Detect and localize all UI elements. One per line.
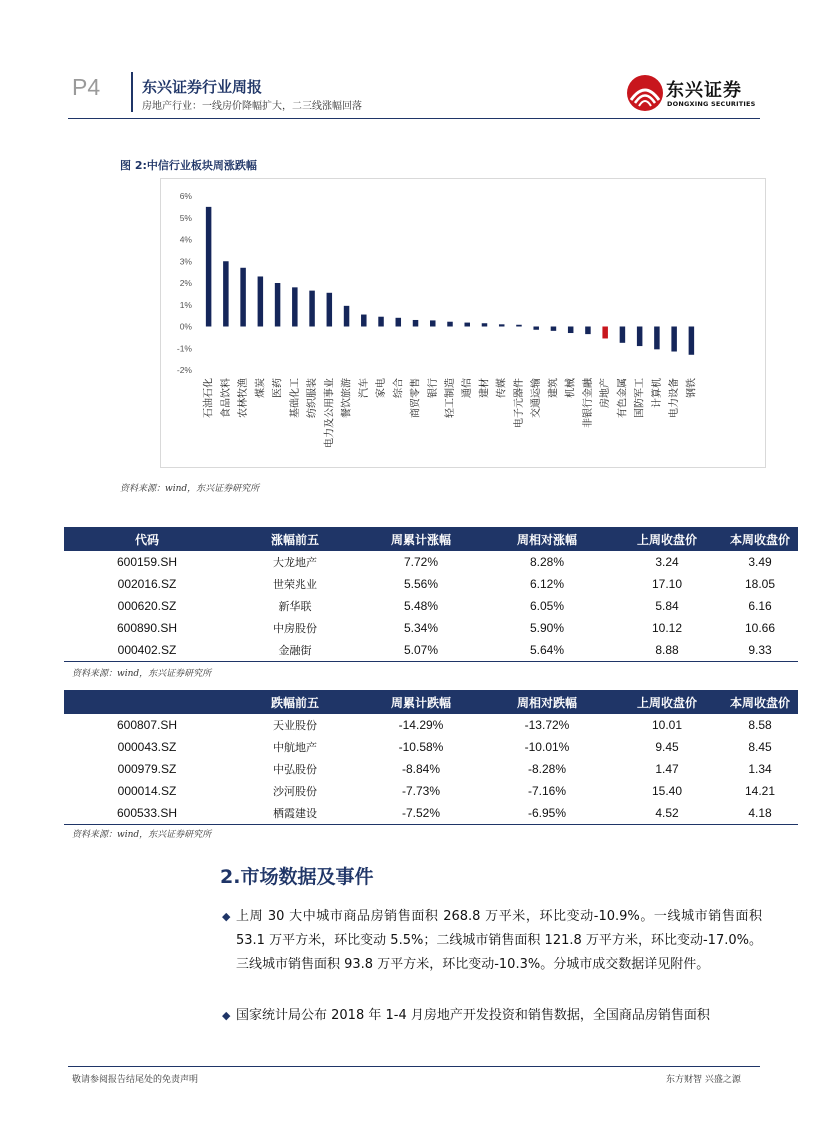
cell-rel-change: 5.90% [529,621,565,635]
table-row [64,551,798,573]
bar [413,320,419,327]
footer-rule [68,1066,760,1067]
x-tick-label: 钢铁 [686,378,698,398]
x-tick-label: 建筑 [548,378,560,398]
cell-prev-close: 5.84 [655,599,679,613]
cell-cum-change: -8.84% [401,762,441,776]
cell-cum-change: 5.07% [360,639,482,662]
cell-close: 1.34 [748,762,772,776]
table-row [64,736,798,758]
cell-close: 18.05 [744,577,776,591]
cell-close: 10.66 [744,621,776,635]
cell-rel-change: -7.16% [527,784,567,798]
cell-name: 世荣兆业 [273,578,317,591]
y-tick-label: -2% [176,365,192,375]
cell-name: 中航地产 [273,741,317,754]
bar [568,327,574,334]
table-header-row [64,527,798,551]
cell-close: 14.21 [744,784,776,798]
cell-prev-close: 10.12 [651,621,683,635]
x-tick-label: 交通运输 [531,378,543,418]
x-tick-label: 通信 [462,378,474,398]
bar [533,327,539,330]
sector-weekly-change-chart [160,178,766,468]
cell-rel-change: 6.05% [529,599,565,613]
cell-code: 000043.SZ [117,740,177,754]
cell-close: 8.58 [748,718,772,732]
cell-name: 中房股份 [273,622,317,635]
col-header-prev-close: 上周收盘价 [612,527,722,551]
cell-cum-change: 5.48% [403,599,439,613]
header-divider [131,72,133,112]
cell-name: 金融街 [230,639,360,662]
cell-code: 600807.SH [116,718,178,732]
cell-rel-change: -13.72% [524,718,570,732]
bar [258,276,264,326]
x-tick-label: 汽车 [358,378,370,398]
top-gainers-table [64,527,798,662]
bar [637,327,643,347]
col-header-close: 本周收盘价 [722,527,798,551]
x-tick-label: 基础化工 [289,378,301,418]
cell-code: 000979.SZ [117,762,177,776]
figure-source: 资料来源：wind，东兴证券研究所 [120,484,260,494]
x-tick-label: 纺织服装 [307,378,319,418]
bar [223,261,229,326]
col-header-cum: 周累计跌幅 [360,690,482,714]
cell-prev-close: 15.40 [651,784,683,798]
bar [482,323,488,326]
cell-cum-change: 5.34% [403,621,439,635]
y-tick-label: 6% [179,191,192,201]
x-tick-label: 家电 [376,378,388,398]
bar [309,291,315,327]
cell-code: 000014.SZ [117,784,177,798]
bar [396,318,402,327]
bar [689,327,695,355]
cell-code: 600890.SH [116,621,178,635]
x-tick-label: 机械 [565,378,577,398]
bar [378,317,384,327]
bar [671,327,677,352]
cell-code: 000402.SZ [64,639,230,662]
cell-close: 4.18 [722,802,798,825]
bullet-paragraph [222,905,762,977]
x-tick-label: 电力设备 [669,378,681,418]
cell-prev-close: 3.24 [655,555,679,569]
bar [602,327,608,339]
table-row [64,639,798,662]
y-tick-label: 5% [179,212,192,223]
y-tick-label: 0% [179,321,192,332]
y-tick-label: -1% [176,343,192,354]
cell-name: 新华联 [278,600,312,613]
x-tick-label: 综合 [393,378,405,398]
cell-prev-close: 10.01 [651,718,683,732]
x-tick-label: 建材 [479,378,491,398]
table-header-row [64,690,798,714]
x-tick-label: 国防军工 [634,377,646,418]
bar [344,306,350,327]
cell-rel-change: 5.64% [482,639,612,662]
top-losers-table [64,690,798,825]
cell-cum-change: 7.72% [403,555,439,569]
cell-close: 3.49 [748,555,772,569]
bar [654,327,660,350]
cell-prev-close: 17.10 [651,577,683,591]
cell-name: 大龙地产 [273,556,317,569]
bar [430,320,436,326]
cell-code: 600159.SH [116,555,178,569]
bar [327,293,333,327]
cell-cum-change: 5.56% [403,577,439,591]
table-row [64,780,798,802]
footer-slogan: 东方财智 兴盛之源 [666,1075,741,1085]
bar [447,322,453,327]
bullet-text: 国家统计局公布 2018 年 1-4 月房地产开发投资和销售数据，全国商品房销售面积 [236,1008,710,1023]
x-tick-label: 轻工制造 [445,378,456,418]
bar [499,324,505,326]
cell-code: 600533.SH [64,802,230,825]
y-tick-label: 1% [179,299,192,310]
x-tick-label: 非银行金融 [582,378,594,428]
x-tick-label: 银行 [427,378,439,398]
x-tick-label: 计算机 [651,378,663,408]
page-number: P4 [72,74,101,100]
x-tick-label: 餐饮旅游 [341,378,353,418]
cell-prev-close: 4.52 [612,802,722,825]
table-row [64,573,798,595]
header-rule [68,118,760,119]
table-row [64,758,798,780]
cell-prev-close: 1.47 [655,762,679,776]
logo-text: 东兴证券 [666,80,742,101]
cell-name: 中弘股份 [273,763,317,776]
col-header-prev-close: 上周收盘价 [612,690,722,714]
section-title: 2.市场数据及事件 [220,866,374,888]
cell-code: 002016.SZ [117,577,177,591]
x-tick-label: 煤炭 [255,378,267,398]
cell-rel-change: -6.95% [482,802,612,825]
table-down-source: 资料来源：wind，东兴证券研究所 [72,830,212,840]
col-header-cum: 周累计涨幅 [360,527,482,551]
cell-code: 000620.SZ [117,599,177,613]
col-header-rel: 周相对跌幅 [482,690,612,714]
x-tick-label: 商贸零售 [410,378,422,418]
x-tick-label: 食品饮料 [220,378,232,418]
bar [464,323,470,327]
cell-cum-change: -7.52% [360,802,482,825]
col-header-rel: 周相对涨幅 [482,527,612,551]
x-tick-label: 农林牧渔 [238,378,250,418]
cell-cum-change: -10.58% [398,740,444,754]
col-header-close: 本周收盘价 [722,690,798,714]
cell-rel-change: 6.12% [529,577,565,591]
y-tick-label: 3% [179,256,192,267]
cell-close: 9.33 [722,639,798,662]
logo-english-text: DONGXING SECURITIES [667,100,756,108]
bar [240,268,246,327]
cell-prev-close: 9.45 [655,740,679,754]
x-tick-label: 房地产 [600,378,612,408]
bar [516,325,522,327]
cell-name: 天业股份 [273,719,317,732]
bullet-diamond-icon: ◆ [222,1009,231,1022]
bullet-diamond-icon: ◆ [222,910,231,923]
bar [620,327,626,343]
col-header-code: 代码 [64,527,230,551]
bar [361,315,367,327]
report-title: 东兴证券行业周报 [142,78,263,96]
cell-prev-close: 8.88 [612,639,722,662]
bar [585,327,591,335]
figure-title: 图 2:中信行业板块周涨跌幅 [120,159,257,172]
bar [206,207,212,327]
col-header-code [64,690,230,714]
report-subtitle: 房地产行业：一线房价降幅扩大，二三线涨幅回落 [142,101,362,112]
x-tick-label: 有色金属 [617,378,629,418]
cell-rel-change: -8.28% [527,762,567,776]
cell-cum-change: -7.73% [401,784,441,798]
col-header-name: 跌幅前五 [230,690,360,714]
bar [292,287,298,326]
cell-rel-change: -10.01% [524,740,570,754]
table-up-source: 资料来源：wind，东兴证券研究所 [72,669,212,679]
table-row [64,802,798,825]
footer-disclaimer: 敬请参阅报告结尾处的免责声明 [72,1075,199,1085]
x-tick-label: 电子元器件 [513,378,525,428]
cell-name: 沙河股份 [273,785,317,798]
bullet-paragraph [222,1004,762,1028]
bullet-text: 上周 30 大中城市商品房销售面积 268.8 万平米，环比变动-10.9%。一线城市销售面积 53.1 万平方米，环比变动 5.5%；二线城市销售面积 121.8 万平方米，环比变动-17.0%。三线城市销售面积 93.8 万平方米，环比变动-10.3%。分城市成交数据详见附件。 [236,909,762,972]
y-tick-label: 4% [179,234,192,245]
cell-close: 6.16 [748,599,772,613]
x-tick-label: 石油石化 [203,378,215,418]
cell-close: 8.45 [748,740,772,754]
bar [275,283,281,327]
cell-cum-change: -14.29% [398,718,444,732]
table-row [64,595,798,617]
bar [551,327,557,331]
col-header-name: 涨幅前五 [230,527,360,551]
table-row [64,714,798,736]
y-tick-label: 2% [179,278,192,288]
x-tick-label: 电力及公用事业 [324,378,336,448]
table-row [64,617,798,639]
cell-rel-change: 8.28% [529,555,565,569]
cell-name: 栖霞建设 [230,802,360,825]
x-tick-label: 传媒 [496,378,508,398]
x-tick-label: 医药 [272,378,284,398]
